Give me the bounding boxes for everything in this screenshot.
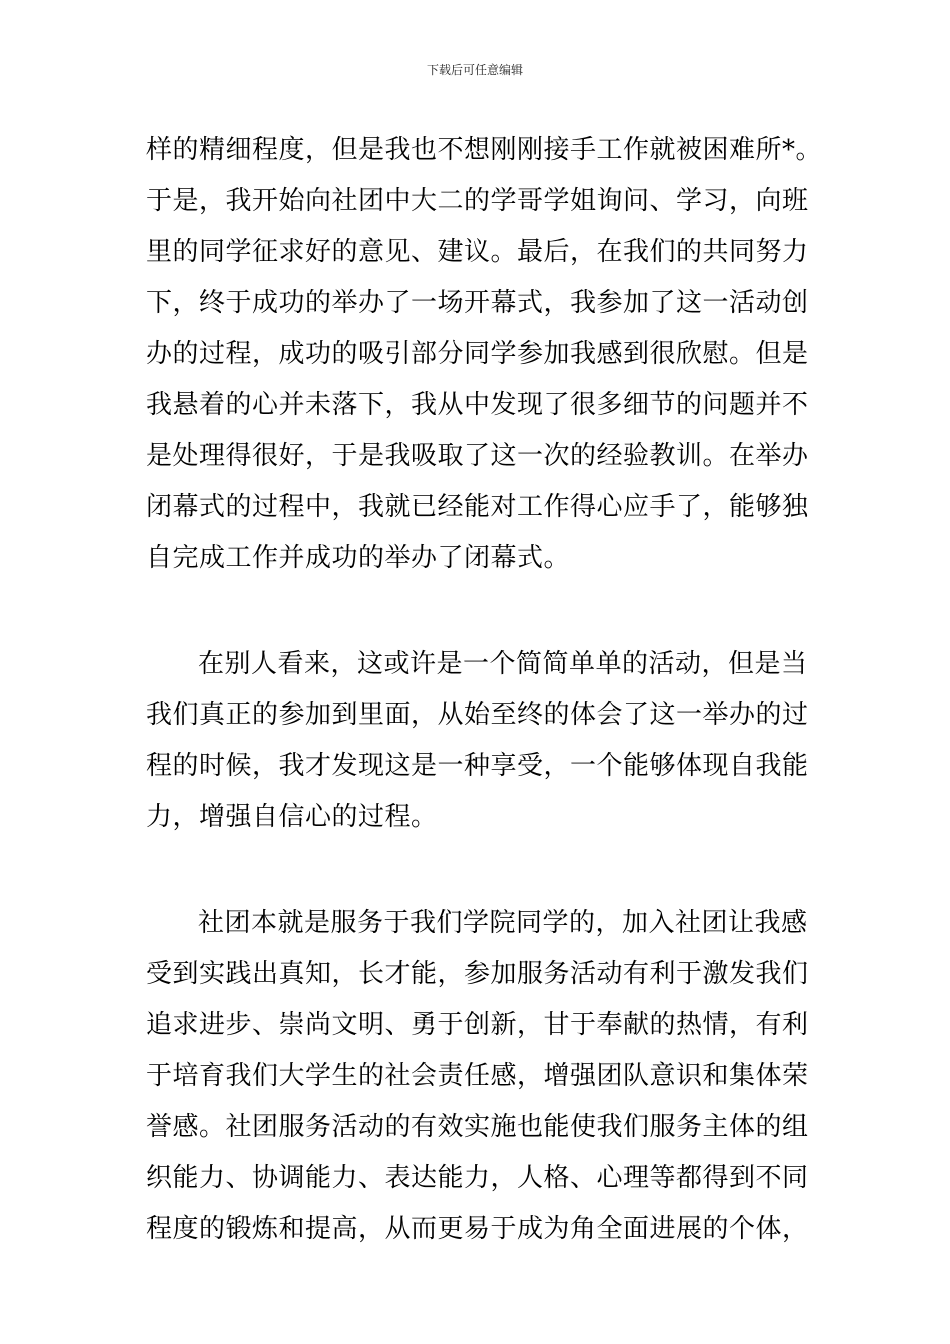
text-line: 是处理得很好，于是我吸取了这一次的经验教训。在举办: [146, 441, 809, 471]
text-line: 誉感。社团服务活动的有效实施也能使我们服务主体的组: [146, 1112, 809, 1142]
paragraph-2: [146, 639, 810, 843]
paragraph-3: [146, 898, 810, 1255]
paragraph-gap: [146, 584, 810, 639]
page-header: 下载后可任意编辑: [426, 63, 523, 77]
text-line: 样的精细程度，但是我也不想刚刚接手工作就被困难所*。: [146, 135, 823, 165]
text-line: 办的过程，成功的吸引部分同学参加我感到很欣慰。但是: [146, 339, 809, 369]
text-line: 力，增强自信心的过程。: [146, 802, 438, 832]
text-line: 我悬着的心并未落下，我从中发现了很多细节的问题并不: [146, 390, 809, 420]
text-line: 追求进步、崇尚文明、勇于创新，甘于奉献的热情，有利: [146, 1010, 809, 1040]
text-line: 自完成工作并成功的举办了闭幕式。: [146, 543, 571, 573]
text-line: 在别人看来，这或许是一个简简单单的活动，但是当: [198, 649, 808, 679]
text-line: 于培育我们大学生的社会责任感，增强团队意识和集体荣: [146, 1061, 809, 1091]
text-line: 社团本就是服务于我们学院同学的，加入社团让我感: [198, 908, 808, 938]
text-line: 程度的锻炼和提高，从而更易于成为角全面进展的个体，: [146, 1214, 809, 1244]
text-line: 下，终于成功的举办了一场开幕式，我参加了这一活动创: [146, 288, 809, 318]
paragraph-1: [146, 125, 823, 584]
text-line: 于是，我开始向社团中大二的学哥学姐询问、学习，向班: [146, 186, 809, 216]
text-line: 受到实践出真知，长才能，参加服务活动有利于激发我们: [146, 959, 809, 989]
text-line: 里的同学征求好的意见、建议。最后，在我们的共同努力: [146, 237, 809, 267]
text-line: 程的时候，我才发现这是一种享受，一个能够体现自我能: [146, 751, 809, 781]
text-line: 闭幕式的过程中，我就已经能对工作得心应手了，能够独: [146, 492, 809, 522]
text-line: 织能力、协调能力、表达能力，人格、心理等都得到不同: [146, 1163, 809, 1193]
text-line: 我们真正的参加到里面，从始至终的体会了这一举办的过: [146, 700, 809, 730]
document-body: [146, 125, 823, 1255]
paragraph-gap: [146, 843, 810, 898]
